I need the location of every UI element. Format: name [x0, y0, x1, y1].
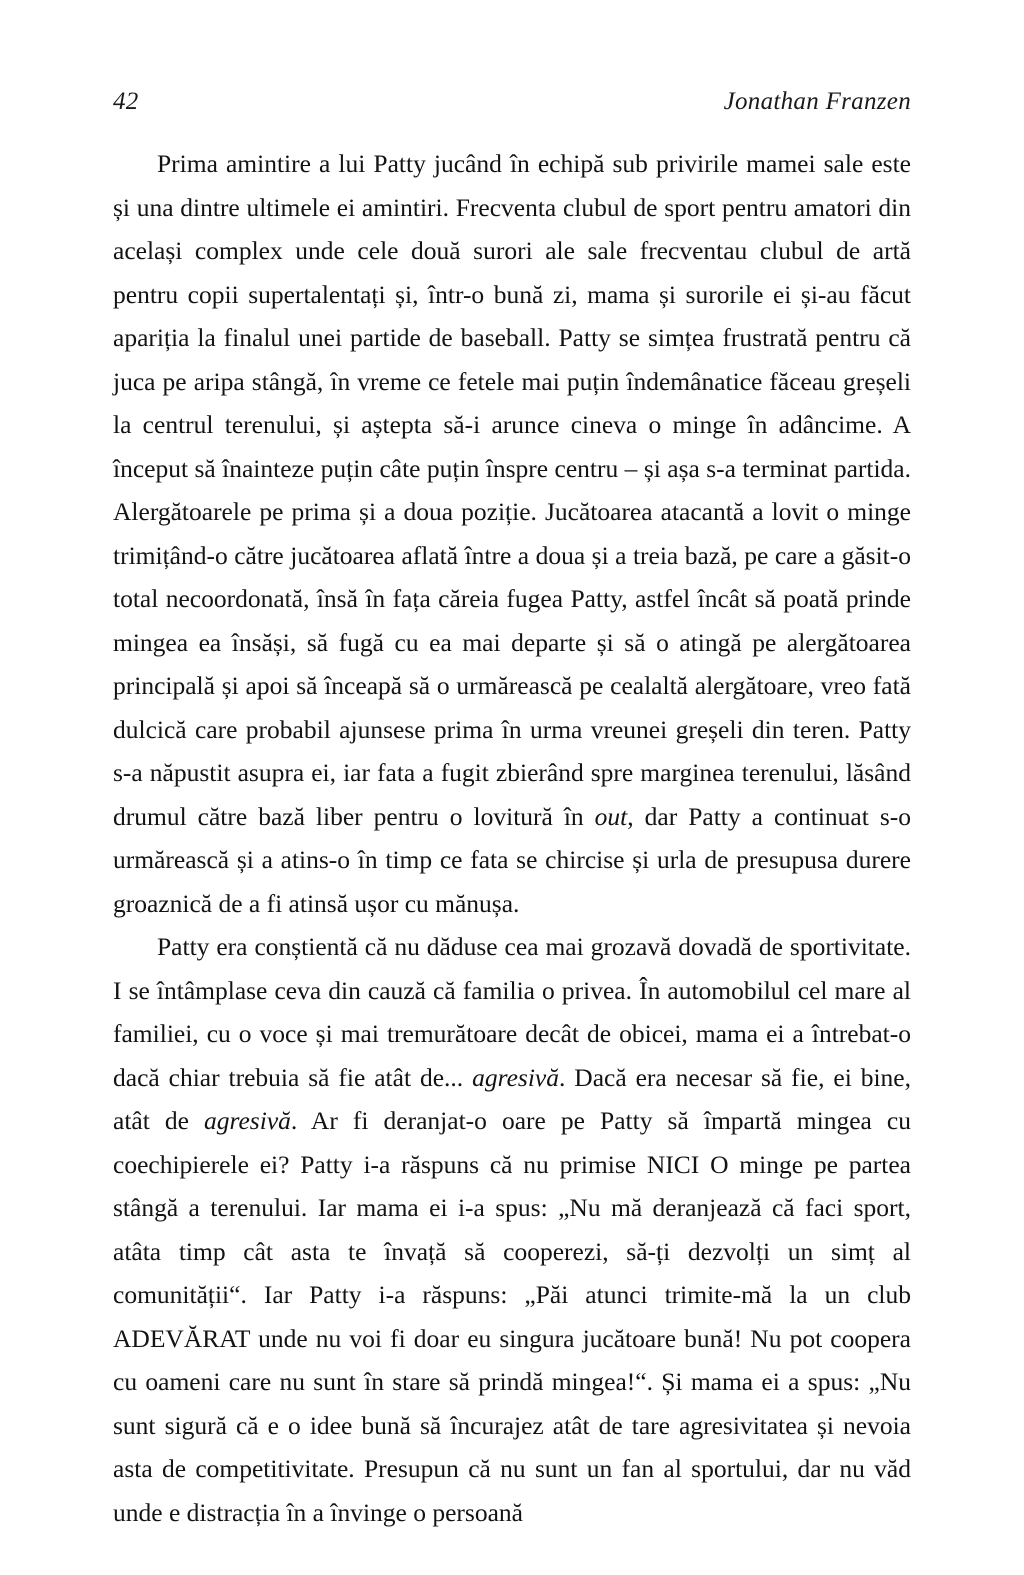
paragraph: Prima amintire a lui Patty jucând în echipă sub privirile mamei sale este și una dintre ultimele ei amintiri. Frecventa clubul de sport pentru amatori din același complex unde cele două surori ale sale frecventau clubul de artă pentru copii supertalentați și, într-o bună zi, mama și surorile ei și-au făcut apariția la finalul unei partide de baseball. Patty se simțea frustrată pentru că juca pe aripa stângă, în vreme ce fetele mai puțin îndemânatice făceau greșeli la centrul terenului, și aștepta să-i arunce cineva o minge în adâncime. A început să înainteze puțin câte puțin înspre centru – și așa s-a terminat partida. Alergătoarele pe prima și a doua poziție. Jucătoarea atacantă a lovit o minge trimițând-o către jucătoarea aflată între a doua și a treia bază, pe care a găsit-o total necoordonată, însă în fața căreia fugea Patty, astfel încât să poată prinde mingea ea însăși, să fugă cu ea mai departe și să o atingă pe alergătoarea principală și apoi să înceapă să o urmărească pe cealaltă alergătoare, vreo fată dulcică care probabil ajunsese prima în urma vreunei greșeli din teren. Patty s-a năpustit asupra ei, iar fata a fugit zbierând spre marginea terenului, lăsând drumul către bază liber pentru o lovitură în out, dar Patty a continuat s-o urmărească și a atins-o în timp ce fata se chircise și urla de presupusa durere groaznică de a fi atinsă ușor cu mănușa. [113, 149, 911, 918]
emphasis-text: out [594, 801, 628, 831]
page-number: 42 [113, 88, 139, 115]
paragraph: Patty era conștientă că nu dăduse cea mai grozavă dovadă de sportivitate. I se întâmplase ceva din cauză că familia o privea. În automobilul cel mare al familiei, cu o voce și mai tremurătoare decât de obicei, mama ei a întrebat-o dacă chiar trebuia să fie atât de... agresivă. Dacă era necesar să fie, ei bine, atât de agresivă. Ar fi deranjat-o oare pe Patty să împartă mingea cu coechipierele ei? Patty i-a răspuns că nu primise NICI O minge pe partea stângă a terenului. Iar mama ei i-a spus: „Nu mă deranjează că faci sport, atâta timp cât asta te învață să cooperezi, să-ți dezvolți un simț al comunității“. Iar Patty i-a răspuns: „Păi atunci trimite-mă la un club ADEVĂRAT unde nu voi fi doar eu singura jucătoare bună! Nu pot coopera cu oameni care nu sunt în stare să prindă mingea!“. Și mama ei a spus: „Nu sunt sigură că e o idee bună să încurajez atât de tare agresivitatea și nevoia asta de competitivitate. Presupun că nu sunt un fan al sportului, dar nu văd unde e distracția în a învinge o persoană [113, 932, 912, 1527]
body-text [113, 142, 911, 1534]
emphasis-text: agresivă [472, 1062, 559, 1092]
page-header [113, 88, 911, 118]
emphasis-text: agresivă [204, 1106, 291, 1135]
running-title: Jonathan Franzen [723, 88, 911, 115]
